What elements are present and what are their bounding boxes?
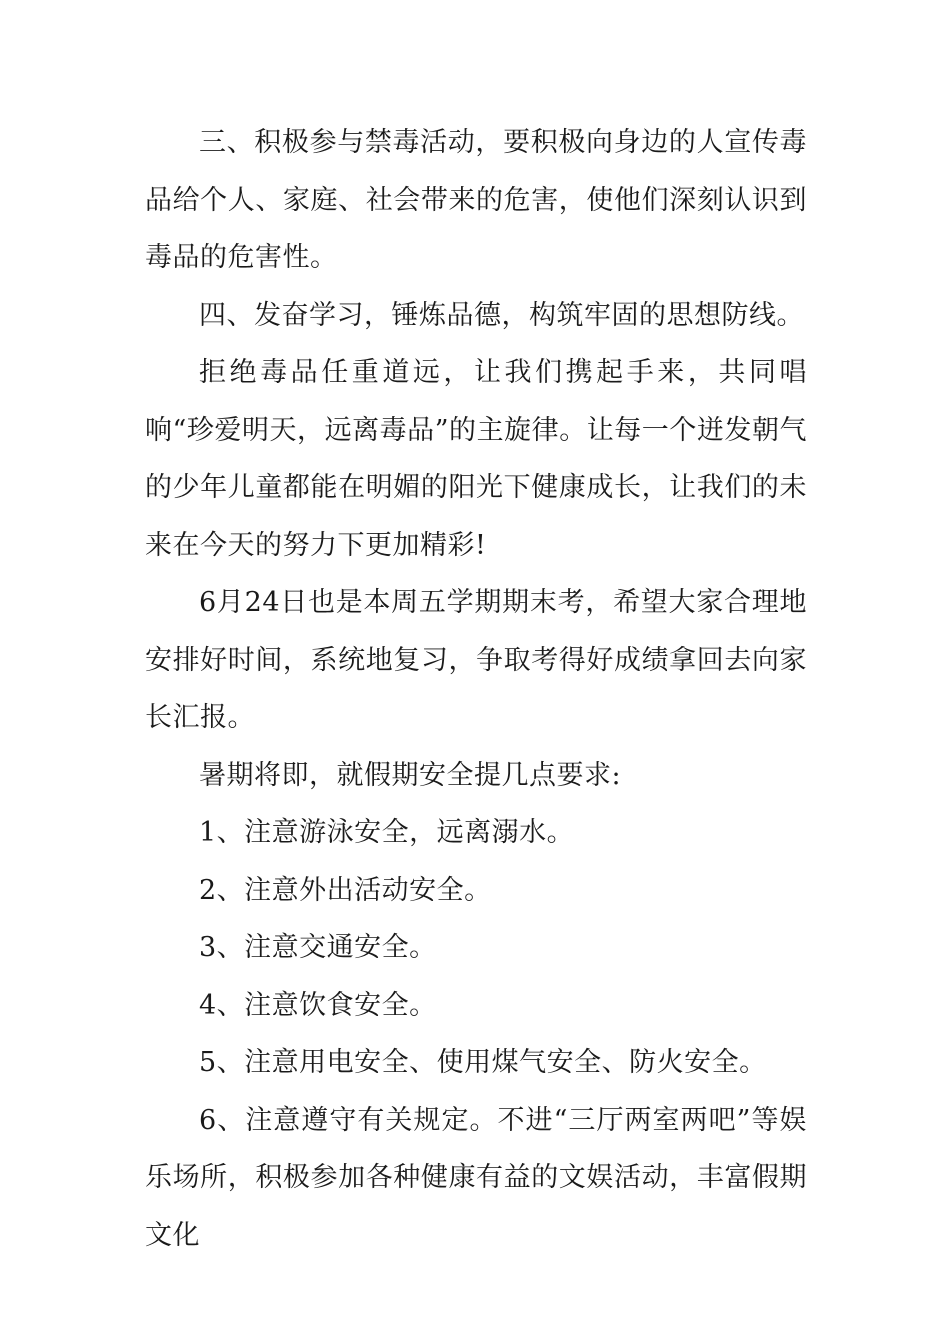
list-item-traffic-safety: 3、注意交通安全。 xyxy=(199,932,437,963)
list-item-regulations: 6、注意遵守有关规定。不进“三厅两室两吧”等娱乐场所，积极参加各种健康有益的文娱活动，丰富假期文化 xyxy=(145,1104,807,1251)
list-item-electricity-gas-fire-safety: 5、注意用电安全、使用煤气安全、防火安全。 xyxy=(199,1047,767,1078)
paragraph-study-morals: 四、发奋学习，锤炼品德，构筑牢固的思想防线。 xyxy=(199,299,804,331)
paragraph-final-exam: 6月24日也是本周五学期期末考，希望大家合理地安排好时间，系统地复习，争取考得好成绩拿回去向家长汇报。 xyxy=(145,587,807,733)
list-item-swimming-safety: 1、注意游泳安全，远离溺水。 xyxy=(199,817,575,848)
paragraph-anti-drug-activity: 三、积极参与禁毒活动，要积极向身边的人宣传毒品给个人、家庭、社会带来的危害，使他们深刻认识到毒品的危害性。 xyxy=(145,127,807,273)
document-body xyxy=(145,114,807,1264)
list-item-outing-safety: 2、注意外出活动安全。 xyxy=(199,874,492,906)
paragraph-summer-safety-intro: 暑期将即，就假期安全提几点要求: xyxy=(199,759,622,791)
list-item-food-safety: 4、注意饮食安全。 xyxy=(199,989,437,1021)
paragraph-refuse-drugs: 拒绝毒品任重道远，让我们携起手来，共同唱响“珍爱明天，远离毒品”的主旋律。让每一个迸发朝气的少年儿童都能在明媚的阳光下健康成长，让我们的未来在今天的努力下更加精彩! xyxy=(145,357,807,561)
